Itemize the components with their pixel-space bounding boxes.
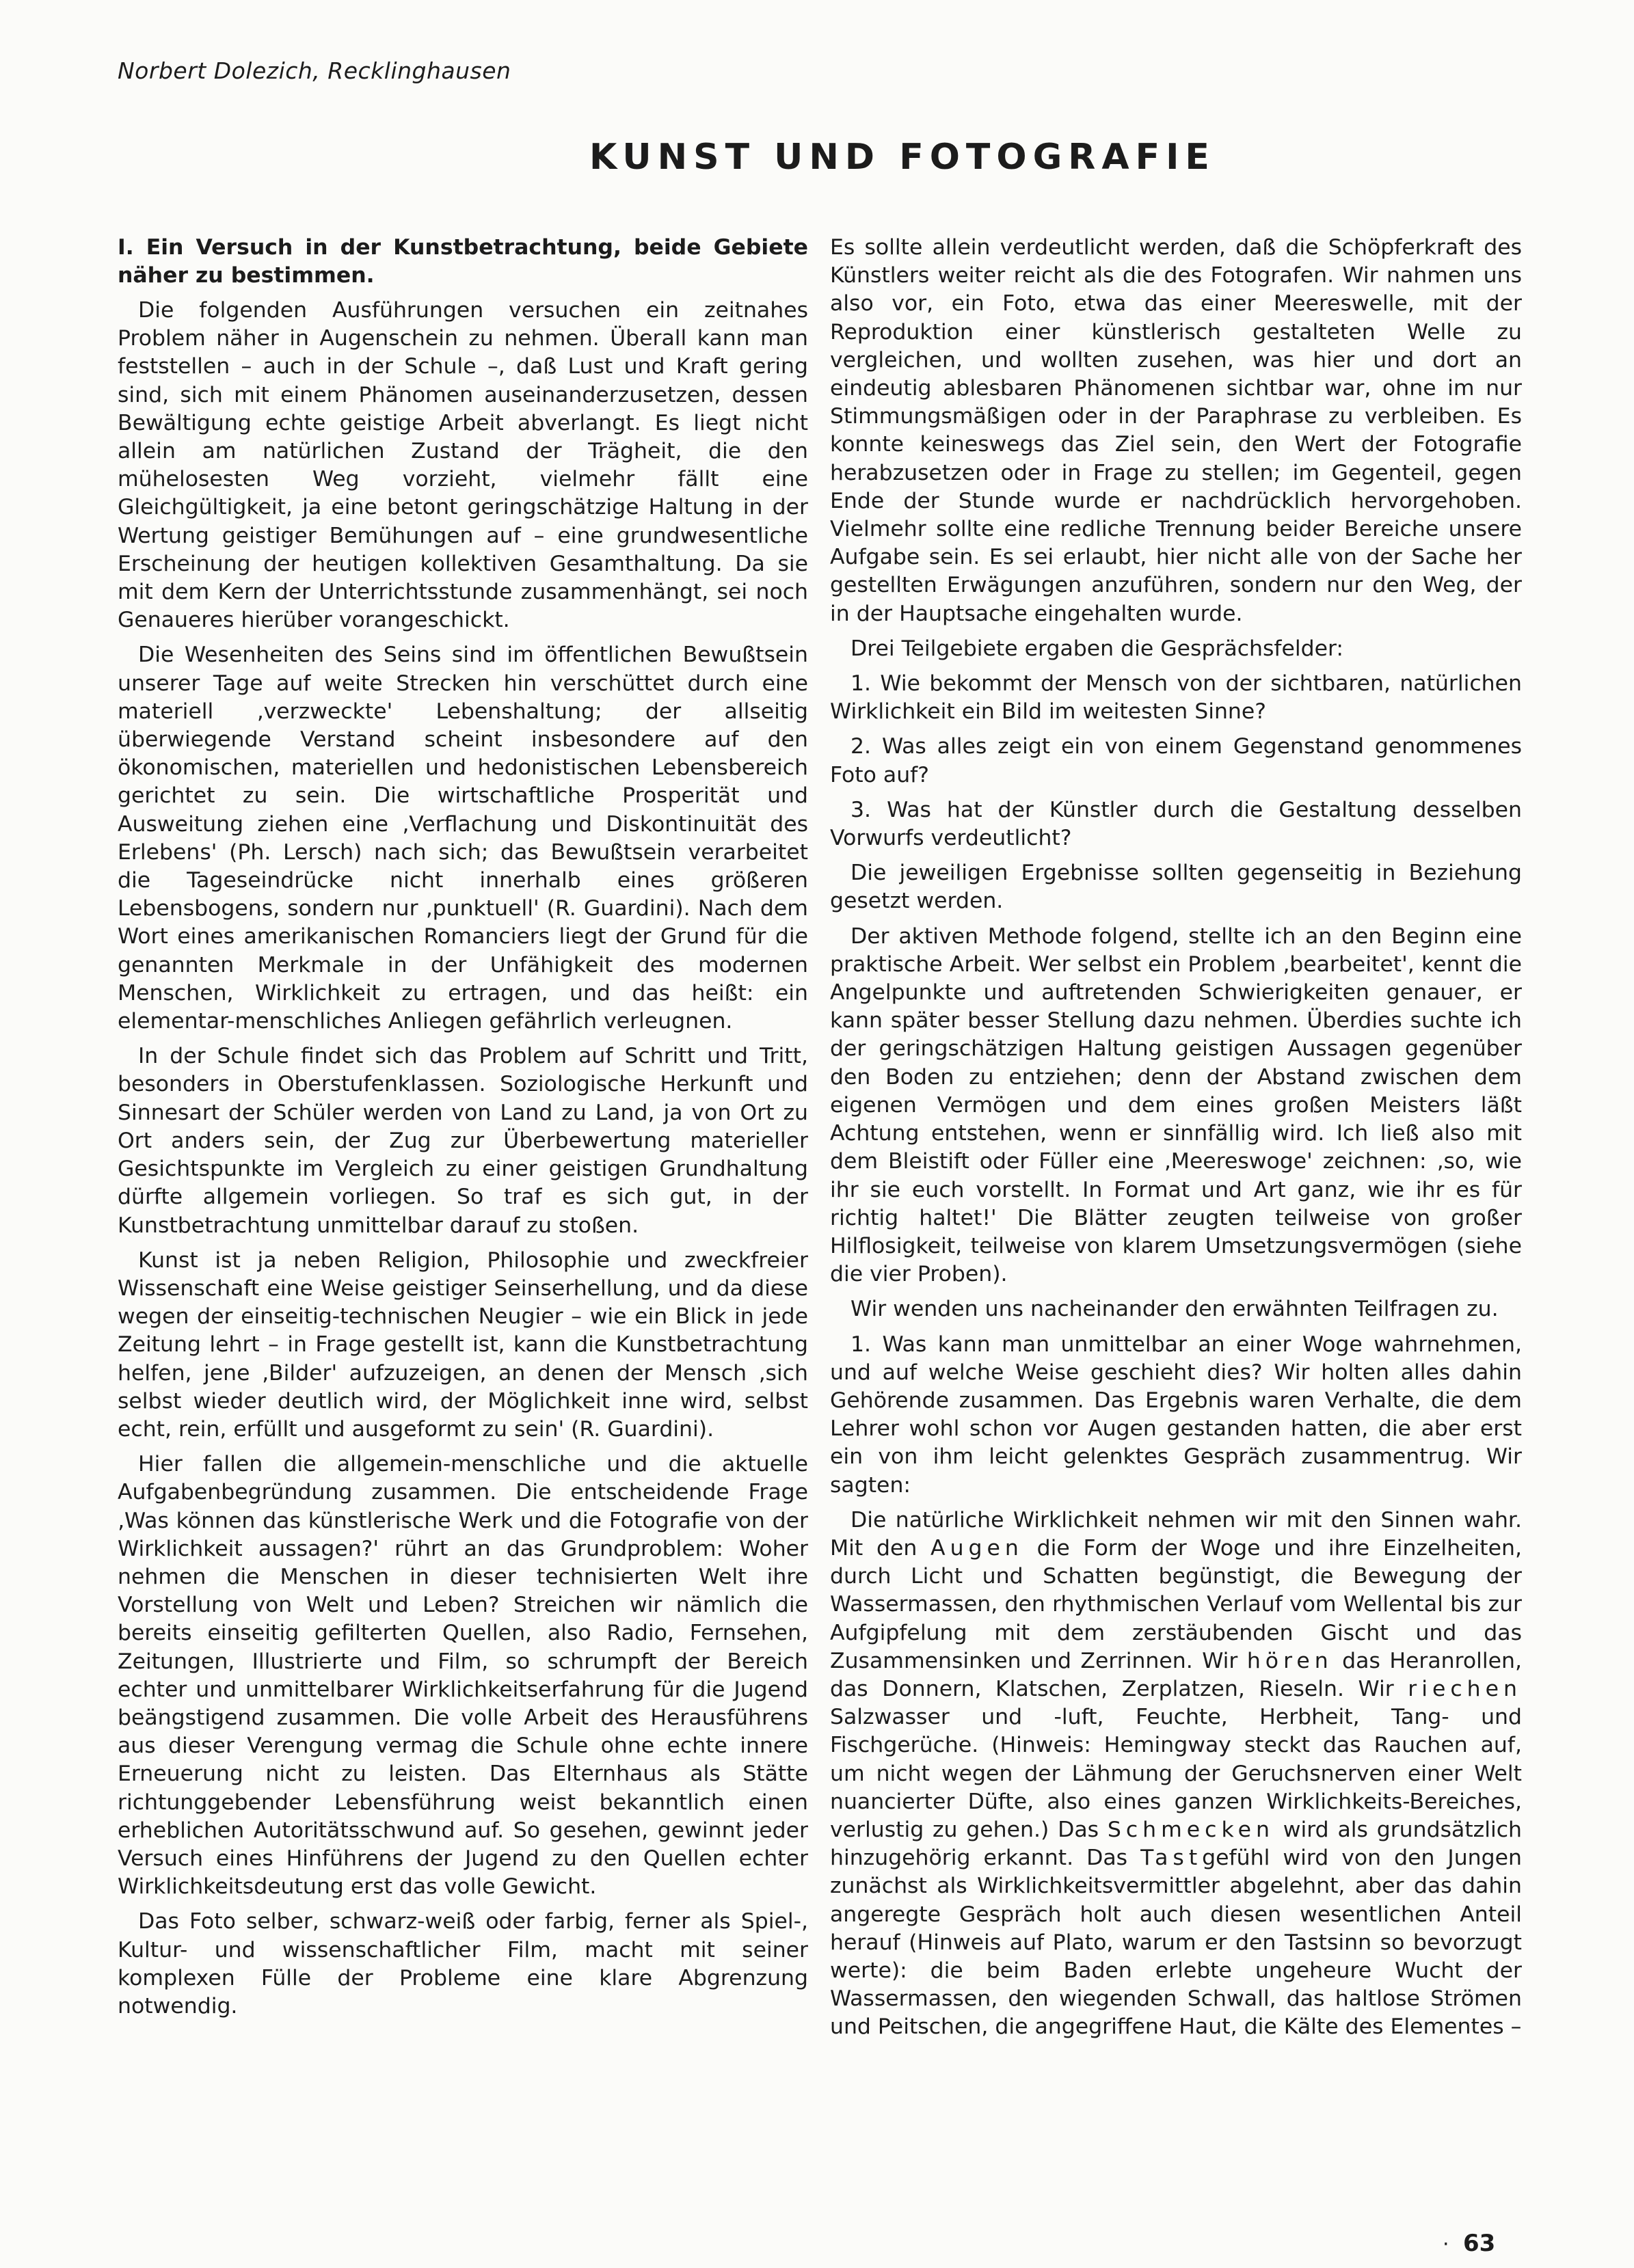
paragraph — [830, 1507, 1522, 2042]
text-run: gefühl wird von den Jungen zunächst als Wirklichkeitsvermittler abgelehnt, aber das dahin angeregte Gespräch holt auch diesen wesentlichen Anteil herauf (Hinweis auf Plato, warum er den Tastsinn so bevorzugt werte): die beim Baden erlebte ungeheure Wucht der Wassermassen, den wiegenden Schwall, das haltlose Strömen und Peitschen, die angegriffene Haut, die Kälte des Elementes – — [830, 1846, 1522, 2040]
paragraph: Die Wesenheiten des Seins sind im öffentlichen Bewußtsein unserer Tage auf weite Strecken hin verschüttet durch eine materiell ‚verzweckte' Lebenshaltung; der allseitig überwiegende Verstand scheint insbesondere auf den ökonomischen, materiellen und hedonistischen Lebensbereich gerichtet zu sein. Die wirtschaftliche Prosperität und Ausweitung ziehen eine ‚Verflachung und Diskontinuität des Erlebens' (Ph. Lersch) nach sich; das Bewußtsein verarbeitet die Tageseindrücke nicht innerhalb eines größeren Lebensbogens, sondern nur ‚punktuell' (R. Guardini). Nach dem Wort eines amerikanischen Romanciers liegt der Grund für die genannten Merkmale in der Unfähigkeit des modernen Menschen, Wirklichkeit zu ertragen, und das heißt: ein elementar-menschliches Anliegen gefährlich verleugnen. — [118, 643, 808, 1034]
section-heading: I. Ein Versuch in der Kunstbetrachtung, beide Gebiete näher zu bestimmen. — [118, 235, 808, 288]
emphasis-word: riechen — [1408, 1676, 1522, 1701]
paragraph: 1. Was kann man unmittelbar an einer Woge wahrnehmen, und auf welche Weise geschieht dies? Wir holten alles dahin Gehörende zusammen. Das Ergebnis waren Verhalte, die dem Lehrer wohl schon vor Augen gestanden hatten, die aber erst ein von ihm leicht gelenktes Gespräch zusammentrug. Wir sagten: — [830, 1332, 1522, 1498]
list-item: 3. Was hat der Künstler durch die Gestaltung desselben Vorwurfs verdeutlicht? — [830, 797, 1522, 851]
text-run: die Form der Woge und ihre Einzelheiten, durch Licht und Schatten begünstigt, die Bewegung der Wassermassen, den rhythmischen Verlauf vom Wellental bis zur Aufgipfelung mit dem zerstäubenden Gischt und das Zusammensinken und Zerrinnen. Wir — [830, 1535, 1522, 1673]
paragraph: Die folgenden Ausführungen versuchen ein zeitnahes Problem näher in Augenschein zu nehmen. Überall kann man feststellen – auch in der Schule –, daß Lust und Kraft gering sind, sich mit einem Phänomen auseinanderzusetzen, dessen Bewältigung echte geistige Arbeit abverlangt. Es liegt nicht allein am natürlichen Zustand der Trägheit, die den mühelosesten Weg vorzieht, vielmehr fällt eine Gleichgültigkeit, ja eine betont geringschätzige Haltung in der Wertung geistiger Bemühungen auf – eine grundwesentliche Erscheinung der heutigen kollektiven Gesamthaltung. Da sie mit dem Kern der Unterrichtsstunde zusammenhängt, sei noch Genaueres hierüber vorangeschickt. — [118, 298, 808, 633]
page-number: 63 — [1463, 2230, 1496, 2257]
paragraph: Der aktiven Methode folgend, stellte ich an den Beginn eine praktische Arbeit. Wer selbst ein Problem ‚bearbeitet', kennt die Angelpunkte und auftretenden Schwierigkeiten genauer, er kann später besser Stellung dazu nehmen. Überdies suchte ich der geringschätzigen Haltung geistigen Aussagen gegenüber den Boden zu entziehen; denn der Abstand zwischen dem eigenen Vermögen und dem eines großen Meisters läßt Achtung entstehen, wenn er sinnfällig wird. Ich ließ also mit dem Bleistift oder Füller eine ‚Meereswoge' zeichnen: ‚so, wie ihr sie euch vorstellt. In Format und Art ganz, wie ihr es für richtig haltet!' Die Blätter zeugten teilweise von großer Hilflosigkeit, teilweise von klarem Umsetzungsvermögen (siehe die vier Proben). — [830, 923, 1522, 1287]
author-line: Norbert Dolezich, Recklinghausen — [118, 57, 511, 84]
emphasis-word: Augen — [930, 1535, 1023, 1561]
left-column — [118, 234, 808, 2027]
emphasis-word: Tast — [1140, 1846, 1203, 1871]
right-column — [830, 234, 1522, 2049]
list-item: 1. Wie bekommt der Mensch von der sichtbaren, natürlichen Wirklichkeit ein Bild im weitesten Sinne? — [830, 671, 1522, 725]
text-run: das Heranrollen, das Donnern, Klatschen, Zerplatzen, Rieseln. Wir — [830, 1648, 1522, 1701]
paragraph: Das Foto selber, schwarz-weiß oder farbig, ferner als Spiel-, Kultur- und wissenschaftlicher Film, macht mit seiner komplexen Fülle der Probleme eine klare Abgrenzung notwendig. — [118, 1909, 808, 2019]
paragraph: Hier fallen die allgemein-menschliche und die aktuelle Aufgabenbegründung zusammen. Die entscheidende Frage ‚Was können das künstlerische Werk und die Fotografie von der Wirklichkeit aussagen?' rührt an das Grundproblem: Woher nehmen die Menschen in dieser technisierten Welt ihre Vorstellung von Welt und Leben? Streichen wir nämlich die bereits einseitig gefilterten Quellen, also Radio, Fernsehen, Zeitungen, Illustrierte und Film, so schrumpft der Bereich echter und unmittelbarer Wirklichkeitserfahrung für die Jugend beängstigend zusammen. Die volle Arbeit des Herausführens aus dieser Verengung vermag die Schule ohne echte innere Erneuerung nicht zu leisten. Das Elternhaus als Stätte richtunggebender Lebensführung weist bekanntlich einen erheblichen Autoritätsschwund auf. So gesehen, gewinnt jeder Versuch eines Hinführens der Jugend zu den Quellen echter Wirklichkeitsdeutung erst das volle Gewicht. — [118, 1452, 808, 1900]
emphasis-word: hören — [1246, 1648, 1333, 1673]
list-item: 2. Was alles zeigt ein von einem Gegenstand genommenes Foto auf? — [830, 734, 1522, 787]
paragraph: Die jeweiligen Ergebnisse sollten gegenseitig in Beziehung gesetzt werden. — [830, 861, 1522, 914]
text-run: Die natürliche Wirklichkeit nehmen wir mit den Sinnen wahr. Mit den — [830, 1507, 1522, 1561]
paragraph: Kunst ist ja neben Religion, Philosophie und zweckfreier Wissenschaft eine Weise geistiger Seinserhellung, und da diese wegen der einseitig-technischen Neugier – wie ein Blick in jede Zeitung lehrt – in Frage gestellt ist, kann die Kunstbetrachtung helfen, jene ‚Bilder' aufzuzeigen, an denen der Mensch ‚sich selbst wieder deutlich wird, der Möglichkeit inne wird, selbst echt, rein, erfüllt und ausgeformt zu sein' (R. Guardini). — [118, 1247, 808, 1442]
text-run: wird als grundsätzlich hinzugehörig erkannt. Das — [830, 1817, 1522, 1871]
paragraph: Wir wenden uns nacheinander den erwähnten Teilfragen zu. — [851, 1297, 1499, 1322]
page-dot: · — [1443, 2232, 1449, 2256]
emphasis-word: Schmecken — [1107, 1817, 1274, 1842]
paragraph: Drei Teilgebiete ergaben die Gesprächsfelder: — [851, 636, 1343, 661]
page-title: KUNST UND FOTOGRAFIE — [589, 137, 1216, 178]
text-run: Salzwasser und -luft, Feuchte, Herbheit, Tang- und Fischgerüche. (Hinweis: Hemingway steckt das Rauchen auf, um nicht wegen der Lähmung der Geruchsnerven einer Welt nuancierter Düfte, also eines ganzen Wirklichkeits-Bereiches, verlustig zu gehen.) Das — [830, 1705, 1522, 1842]
paragraph: In der Schule findet sich das Problem auf Schritt und Tritt, besonders in Oberstufenklassen. Soziologische Herkunft und Sinnesart der Schüler werden von Land zu Land, ja von Ort zu Ort anders sein, der Zug zur Überbewertung materieller Gesichtspunkte im Vergleich zu einer geistigen Grundhaltung dürfte allgemein vorliegen. So traf es sich gut, in der Kunstbetrachtung unmittelbar darauf zu stoßen. — [118, 1044, 808, 1238]
paragraph: Es sollte allein verdeutlicht werden, daß die Schöpferkraft des Künstlers weiter reicht als die des Fotografen. Wir nahmen uns also vor, ein Foto, etwa das einer Meereswelle, mit der Reproduktion einer künstlerisch gestalteten Welle zu vergleichen, und wollten zusehen, was hier und dort an eindeutig ablesbaren Phänomenen sichtbar war, ohne im nur Stimmungsmäßigen oder in der Paraphrase zu verbleiben. Es konnte keineswegs das Ziel sein, den Wert der Fotografie herabzusetzen oder in Frage zu stellen; im Gegenteil, gegen Ende der Stunde wurde er nachdrücklich hervorgehoben. Vielmehr sollte eine redliche Trennung beider Bereiche unsere Aufgabe sein. Es sei erlaubt, hier nicht alle von der Sache her gestellten Erwägungen anzuführen, sondern nur den Weg, der in der Hauptsache eingehalten wurde. — [830, 235, 1522, 626]
